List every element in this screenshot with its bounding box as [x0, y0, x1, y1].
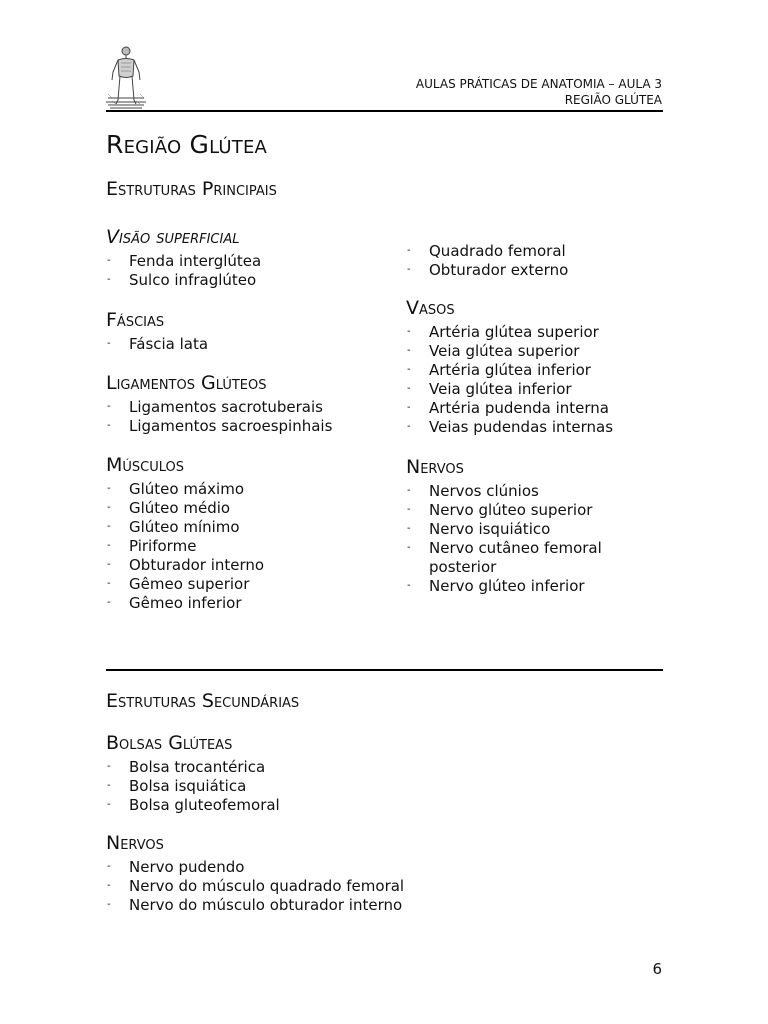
subsection-ligamentos-gluteos [106, 372, 369, 436]
list-item [406, 342, 669, 361]
list-item [406, 399, 669, 418]
list-item-text: Ligamentos sacrotuberais [129, 398, 323, 416]
running-header [416, 76, 662, 108]
list-item-text: Ligamentos sacroespinhais [129, 417, 333, 435]
list-item-text: Artéria glútea inferior [429, 361, 591, 379]
bullet-dash: - [407, 485, 411, 496]
bullet-dash: - [107, 521, 111, 532]
bullet-dash: - [107, 861, 111, 872]
bullet-dash: - [407, 264, 411, 275]
list-item [106, 417, 369, 436]
list-item [106, 518, 369, 537]
list-item [406, 418, 669, 437]
list-item [406, 380, 669, 399]
subsection-title: Nervos [406, 456, 464, 478]
list-item [106, 594, 369, 613]
list-item-text: Glúteo máximo [129, 480, 244, 498]
subsection-nervos-secundarios [106, 832, 529, 915]
list-item [106, 877, 529, 896]
header-region-title: REGIÃO GLÚTEA [564, 93, 662, 107]
list-item-text: Bolsa isquiática [129, 777, 247, 795]
bullet-dash: - [407, 580, 411, 591]
list-item [106, 896, 529, 915]
section-title-secondary: Estruturas Secundárias [106, 690, 300, 712]
list-item-text: Nervos clúnios [429, 482, 539, 500]
item-list [106, 758, 369, 815]
list-item-text: Bolsa trocantérica [129, 758, 266, 776]
subsection-title: Ligamentos Glúteos [106, 372, 267, 394]
list-item-text: Nervo cutâneo femoral posterior [429, 539, 602, 576]
list-item [406, 361, 669, 380]
bullet-dash: - [107, 274, 111, 285]
list-item [406, 539, 669, 577]
page-number: 6 [652, 960, 662, 978]
list-item [406, 577, 669, 596]
list-item [106, 796, 369, 815]
list-item-text: Veia glútea inferior [429, 380, 572, 398]
item-list [106, 335, 369, 354]
subsection-title: Visão superficial [106, 226, 240, 248]
list-item-text: Glúteo médio [129, 499, 231, 517]
list-item-text: Nervo isquiático [429, 520, 551, 538]
list-item-text: Nervo glúteo superior [429, 501, 593, 519]
list-item [106, 537, 369, 556]
bullet-dash: - [107, 255, 111, 266]
bullet-dash: - [407, 345, 411, 356]
bullet-dash: - [407, 421, 411, 432]
list-item [106, 335, 369, 354]
item-list [406, 323, 669, 437]
list-item [106, 556, 369, 575]
list-item-text: Fáscia lata [129, 335, 209, 353]
bullet-dash: - [107, 880, 111, 891]
list-item [106, 758, 369, 777]
list-item [106, 499, 369, 518]
bullet-dash: - [407, 245, 411, 256]
bullet-dash: - [107, 420, 111, 431]
subsection-bolsas-gluteas [106, 732, 369, 815]
subsection-title: Bolsas Glúteas [106, 732, 233, 754]
list-item-text: Quadrado femoral [429, 242, 566, 260]
list-item [106, 858, 529, 877]
list-item-text: Fenda interglútea [129, 252, 262, 270]
bullet-dash: - [107, 540, 111, 551]
bullet-dash: - [107, 338, 111, 349]
subsection-title: Fáscias [106, 309, 165, 331]
list-item-text: Sulco infraglúteo [129, 271, 257, 289]
anatomical-figure-icon [106, 44, 146, 110]
subsection-fascias [106, 309, 369, 354]
bullet-dash: - [407, 504, 411, 515]
bullet-dash: - [107, 401, 111, 412]
bullet-dash: - [407, 402, 411, 413]
subsection-vasos [406, 297, 669, 437]
header-course-title: AULAS PRÁTICAS DE ANATOMIA – AULA 3 [415, 77, 662, 91]
list-item-text: Gêmeo inferior [129, 594, 242, 612]
list-item [106, 398, 369, 417]
page-title: Região Glútea [106, 130, 268, 159]
list-item [406, 242, 669, 261]
subsection-title: Nervos [106, 832, 164, 854]
list-item-text: Gêmeo superior [129, 575, 250, 593]
bullet-dash: - [107, 502, 111, 513]
list-item [106, 480, 369, 499]
item-list [106, 480, 369, 613]
bullet-dash: - [407, 383, 411, 394]
list-item-text: Veias pudendas internas [429, 418, 614, 436]
list-item-text: Artéria pudenda interna [429, 399, 609, 417]
bullet-dash: - [407, 542, 411, 553]
list-item-text: Artéria glútea superior [429, 323, 599, 341]
list-item [106, 252, 369, 271]
subsection-musculos [106, 454, 369, 613]
subsection-visao-superficial [106, 226, 369, 290]
list-item [406, 323, 669, 342]
subsection-nervos-principais [406, 456, 669, 596]
subsection-title: Músculos [106, 454, 185, 476]
bullet-dash: - [107, 780, 111, 791]
list-item [406, 520, 669, 539]
item-list [406, 242, 669, 280]
list-item-text: Nervo glúteo inferior [429, 577, 585, 595]
subsection-title: Vasos [406, 297, 455, 319]
bullet-dash: - [107, 899, 111, 910]
list-item-text: Nervo do músculo quadrado femoral [129, 877, 405, 895]
list-item [406, 261, 669, 280]
list-item [106, 575, 369, 594]
bullet-dash: - [107, 761, 111, 772]
list-item-text: Piriforme [129, 537, 197, 555]
bullet-dash: - [107, 597, 111, 608]
item-list [106, 398, 369, 436]
list-item [406, 501, 669, 520]
item-list [106, 252, 369, 290]
section-title-main: Estruturas Principais [106, 178, 277, 200]
bullet-dash: - [107, 559, 111, 570]
section-divider [106, 669, 663, 671]
list-item-text: Bolsa gluteofemoral [129, 796, 280, 814]
list-item-text: Nervo pudendo [129, 858, 245, 876]
list-item [406, 482, 669, 501]
item-list [106, 858, 529, 915]
list-item-text: Veia glútea superior [429, 342, 580, 360]
list-item [106, 777, 369, 796]
bullet-dash: - [107, 799, 111, 810]
bullet-dash: - [107, 483, 111, 494]
item-list [406, 482, 669, 596]
header-divider [106, 110, 663, 112]
subsection-musculos-continued [406, 242, 669, 280]
bullet-dash: - [407, 523, 411, 534]
list-item [106, 271, 369, 290]
bullet-dash: - [107, 578, 111, 589]
list-item-text: Obturador externo [429, 261, 569, 279]
list-item-text: Nervo do músculo obturador interno [129, 896, 403, 914]
list-item-text: Obturador interno [129, 556, 265, 574]
list-item-text: Glúteo mínimo [129, 518, 240, 536]
bullet-dash: - [407, 326, 411, 337]
bullet-dash: - [407, 364, 411, 375]
